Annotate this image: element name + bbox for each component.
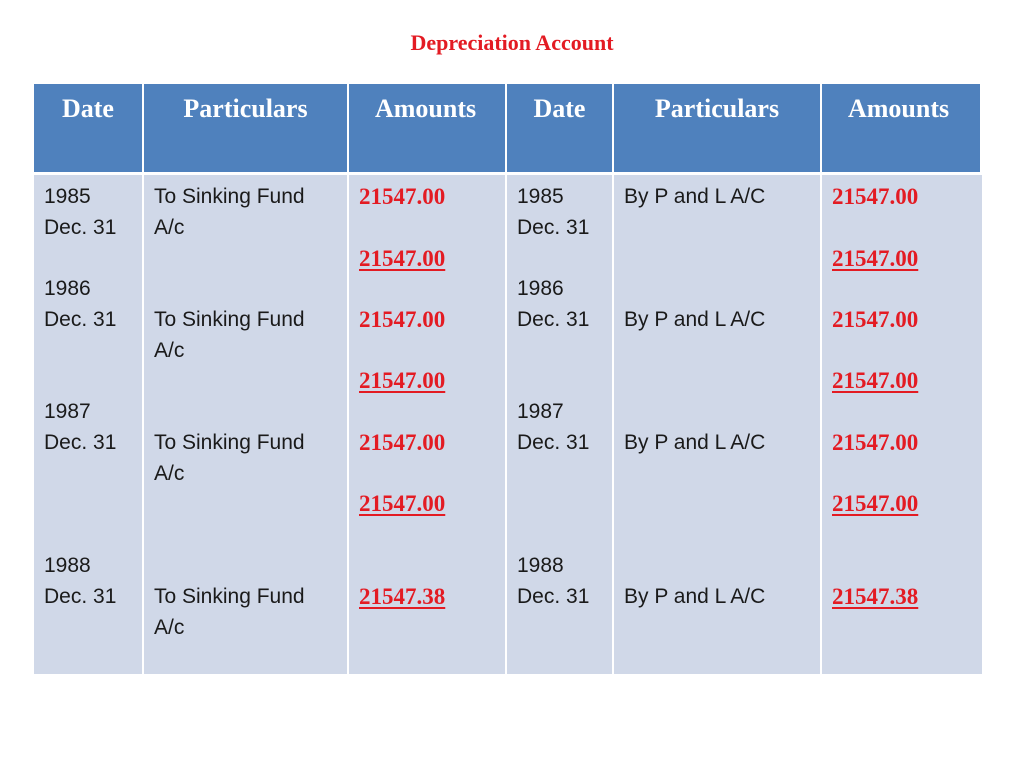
debit-date-year: 1987 xyxy=(44,400,91,423)
debit-particular-line: A/c xyxy=(154,339,185,362)
debit-date-day: Dec. 31 xyxy=(44,585,117,608)
credit-date-day: Dec. 31 xyxy=(517,585,590,608)
debit-particulars-column xyxy=(144,172,349,674)
header-particulars-credit: Particulars xyxy=(614,84,822,172)
debit-date-day: Dec. 31 xyxy=(44,216,117,239)
page-title: Depreciation Account xyxy=(410,30,614,55)
credit-particular-line: By P and L A/C xyxy=(624,185,766,208)
debit-amount-total: 21547.00 xyxy=(359,491,446,516)
debit-particular-line: To Sinking Fund xyxy=(154,308,305,331)
credit-amount-total: 21547.00 xyxy=(832,368,919,393)
debit-date-day: Dec. 31 xyxy=(44,431,117,454)
credit-particulars-column xyxy=(614,172,822,674)
header-date-debit: Date xyxy=(34,84,144,172)
debit-date-year: 1986 xyxy=(44,277,91,300)
credit-amount: 21547.00 xyxy=(832,430,919,455)
debit-date-column xyxy=(34,172,144,674)
credit-amount-total: 21547.00 xyxy=(832,491,919,516)
header-date-credit: Date xyxy=(507,84,614,172)
credit-amount: 21547.00 xyxy=(832,184,919,209)
debit-amount-total: 21547.00 xyxy=(359,368,446,393)
debit-amount: 21547.00 xyxy=(359,184,446,209)
credit-date-year: 1988 xyxy=(517,554,564,577)
header-particulars-debit: Particulars xyxy=(144,84,349,172)
credit-particular-line: By P and L A/C xyxy=(624,585,766,608)
credit-particular-line: By P and L A/C xyxy=(624,431,766,454)
debit-amount: 21547.00 xyxy=(359,307,446,332)
credit-amount-total: 21547.00 xyxy=(832,246,919,271)
debit-date-day: Dec. 31 xyxy=(44,308,117,331)
credit-particular-line: By P and L A/C xyxy=(624,308,766,331)
credit-date-year: 1987 xyxy=(517,400,564,423)
debit-particular-line: To Sinking Fund xyxy=(154,185,305,208)
debit-amount-total: 21547.00 xyxy=(359,246,446,271)
credit-date-year: 1986 xyxy=(517,277,564,300)
debit-amount-total: 21547.38 xyxy=(359,584,446,609)
debit-amount: 21547.00 xyxy=(359,430,446,455)
ledger-table xyxy=(34,84,982,674)
header-amounts-credit: Amounts xyxy=(822,84,982,172)
header-amounts-debit: Amounts xyxy=(349,84,507,172)
credit-date-year: 1985 xyxy=(517,185,564,208)
credit-amount-total: 21547.38 xyxy=(832,584,919,609)
credit-date-day: Dec. 31 xyxy=(517,308,590,331)
debit-particular-line: A/c xyxy=(154,216,185,239)
credit-date-day: Dec. 31 xyxy=(517,216,590,239)
debit-particular-line: A/c xyxy=(154,462,185,485)
debit-particular-line: To Sinking Fund xyxy=(154,585,305,608)
credit-amounts-column xyxy=(822,172,982,674)
credit-amount: 21547.00 xyxy=(832,307,919,332)
debit-date-year: 1988 xyxy=(44,554,91,577)
debit-particular-line: A/c xyxy=(154,616,185,639)
debit-amounts-column xyxy=(349,172,507,674)
debit-date-year: 1985 xyxy=(44,185,91,208)
credit-date-column xyxy=(507,172,614,674)
debit-particular-line: To Sinking Fund xyxy=(154,431,305,454)
credit-date-day: Dec. 31 xyxy=(517,431,590,454)
